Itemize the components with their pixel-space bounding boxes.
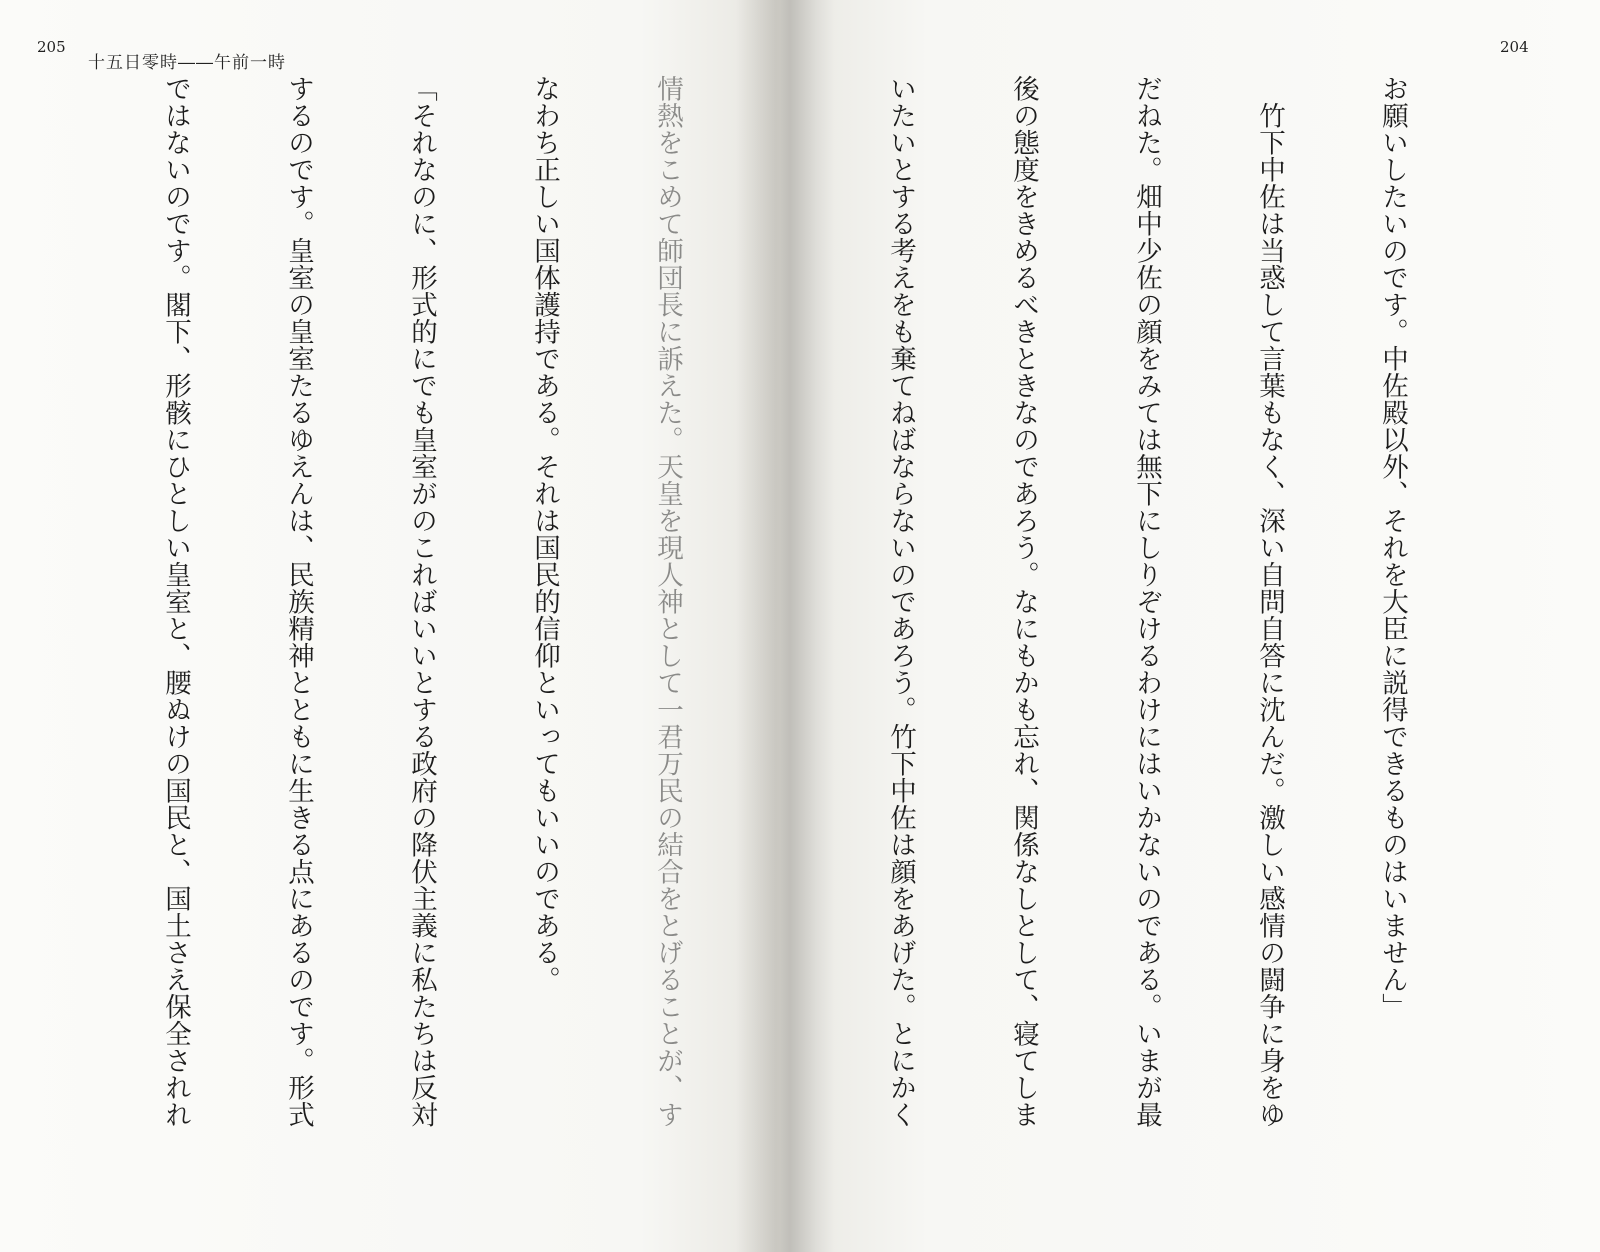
text-column: 後の態度をきめるべきときなのであろう。なにもかも忘れ、関係なしとして、寝てしま xyxy=(1008,75,1039,1128)
left-page xyxy=(0,0,780,1252)
left-page-number: 205 xyxy=(37,38,66,56)
text-column xyxy=(70,75,73,1220)
text-column: なわち正しい国体護持である。それは国民的信仰といってもいいのである。 xyxy=(529,75,560,993)
text-column: するのです。皇室の皇室たるゆえんは、民族精神とともに生きる点にあるのです。形式 xyxy=(283,75,314,1128)
text-column: 「それなのに、形式的にでも皇室がのこればいいとする政府の降伏主義に私たちは反対 xyxy=(406,75,437,1128)
right-page-body xyxy=(805,75,1495,1220)
right-page xyxy=(800,0,1600,1252)
text-column: いたいとする考えをも棄てねばならないのであろう。竹下中佐は顔をあげた。とにかく xyxy=(885,75,916,1128)
text-column: お願いしたいのです。中佐殿以外、それを大臣に説得できるものはいません」 xyxy=(1377,75,1408,1020)
text-column: ではないのです。閣下、形骸にひとしい皇室と、腰ぬけの国民と、国土さえ保全されれ xyxy=(160,75,191,1128)
text-column: 情熱をこめて師団長に訴えた。天皇を現人神として一君万民の結合をとげることが、す xyxy=(652,75,683,1128)
running-head: 十五日零時――午前一時 xyxy=(88,53,286,73)
text-column: だねた。畑中少佐の顔をみては無下にしりぞけるわけにはいかないのである。いまが最 xyxy=(1131,75,1162,1128)
right-page-number: 204 xyxy=(1500,38,1529,56)
text-column: 竹下中佐は当惑して言葉もなく、深い自問自答に沈んだ。激しい感情の闘争に身をゆ xyxy=(1254,75,1285,1128)
left-page-body xyxy=(70,75,770,1220)
